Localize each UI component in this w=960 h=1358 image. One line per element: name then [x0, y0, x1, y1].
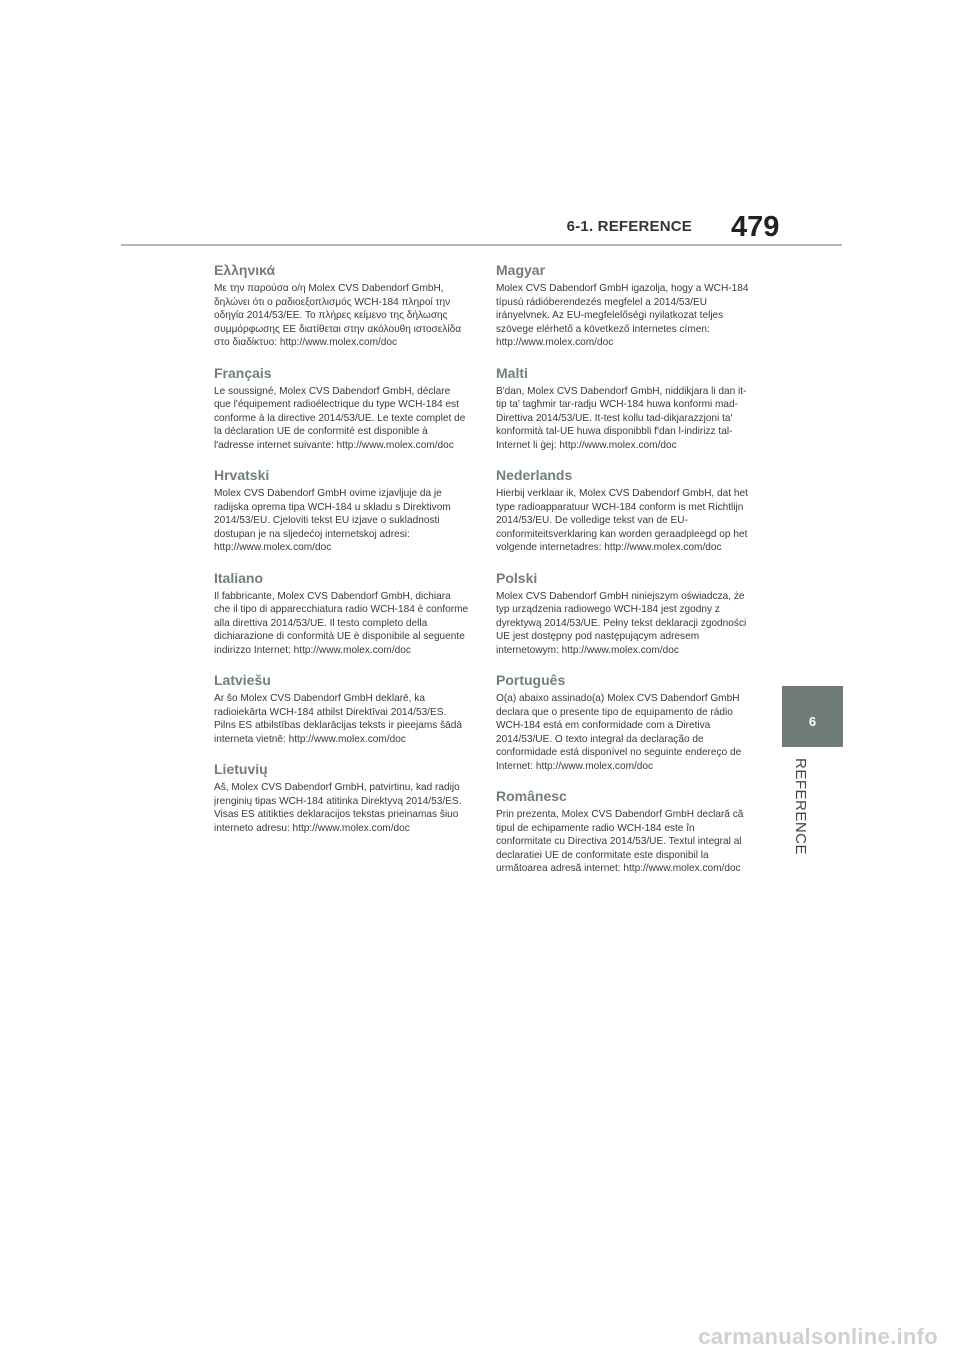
section-text: Il fabbricante, Molex CVS Dabendorf GmbH, dichiara che il tipo di apparecchiatura radio WCH-184 è conforme alla direttiva 2014/53/UE. Il testo completo della dichiarazione di conformità UE è disponibile al seguente indirizzo Internet: http://www.molex.com/doc [214, 590, 469, 656]
section-text: Molex CVS Dabendorf GmbH niniejszym oświadcza, że typ urządzenia radiowego WCH-184 jest zgodny z dyrektywą 2014/53/UE. Pełny tekst deklaracji zgodności UE jest dostępny pod następującym adresem internetowym: http://www.molex.com/doc [496, 590, 747, 656]
left-column [214, 262, 469, 850]
section-greek [214, 262, 469, 350]
section-text: Με την παρούσα ο/η Molex CVS Dabendorf GmbH, δηλώνει ότι ο ραδιοεξοπλισμός WCH-184 πληροί την οδηγία 2014/53/ΕΕ. Το πλήρες κείμενο της δήλωσης συμμόρφωσης ΕΕ διατίθεται στην ακόλουθη ιστοσελίδα στο διαδίκτυο: http://www.molex.com/doc [214, 283, 462, 348]
section-heading: Latviešu [214, 672, 271, 688]
section-heading: Hrvatski [214, 467, 270, 483]
section-heading: Magyar [496, 262, 546, 278]
section-text: O(a) abaixo assinado(a) Molex CVS Dabendorf GmbH declara que o presente tipo de equipamento de rádio WCH-184 está em conformidade com a Diretiva 2014/53/UE. O texto integral da declaração de conformidade está disponível no seguinte endereço de Internet: http://www.molex.com/doc [496, 693, 742, 772]
section-heading: Français [214, 364, 272, 381]
section-heading: Português [496, 672, 566, 688]
page-number: 479 [731, 211, 780, 243]
chapter-number: 6 [808, 714, 817, 729]
header-title: 6-1. REFERENCE [566, 218, 692, 235]
section-text: Molex CVS Dabendorf GmbH igazolja, hogy a WCH-184 típusú rádióberendezés megfelel a 2014/53/EU irányelvnek. Az EU-megfelelőségi nyilatkozat teljes szövege elérhető a következő internetes címen: http://www.molex.com/doc [496, 283, 749, 348]
section-heading: Nederlands [496, 467, 573, 483]
section-text: Prin prezenta, Molex CVS Dabendorf GmbH declară că tipul de echipamente radio WCH-184 este în conformitate cu Directiva 2014/53/UE. Textul integral al declaratiei UE de conformitate este disponibil la următoarea adresă internet: http://www.molex.com/doc [496, 809, 744, 874]
section-dutch [496, 467, 751, 555]
section-heading: Ελληνικά [214, 262, 276, 278]
section-polish [496, 570, 751, 658]
section-croatian [214, 467, 469, 555]
section-heading: Italiano [214, 569, 264, 586]
right-column [496, 262, 751, 891]
section-lithuanian [214, 761, 469, 835]
section-french [214, 365, 469, 453]
section-latvian [214, 672, 469, 746]
section-text: Ar šo Molex CVS Dabendorf GmbH deklarē, ka radioiekārta WCH-184 atbilst Direktīvai 2014/53/ES. Pilns ES atbilstības deklarācijas teksts ir pieejams šādā interneta vietnē: http://www.molex.com/doc [214, 693, 462, 745]
chapter-label: REFERENCE [792, 758, 809, 856]
section-text: Aš, Molex CVS Dabendorf GmbH, patvirtinu, kad radijo įrenginių tipas WCH-184 atitinka Direktyvą 2014/53/ES. Visas ES atitikties deklaracijos tekstas prieinamas šiuo interneto adresu: http://www.molex.com/doc [214, 782, 462, 834]
section-heading: Românesc [496, 788, 567, 804]
section-text: Molex CVS Dabendorf GmbH ovime izjavljuje da je radijska oprema tipa WCH-184 u skladu s Direktivom 2014/53/EU. Cjeloviti tekst EU izjave o sukladnosti dostupan je na sljedećoj internetskoj adresi: http://www.molex.com/doc [214, 488, 451, 553]
section-romanian [496, 788, 751, 876]
section-italian [214, 570, 469, 658]
section-heading: Lietuvių [214, 761, 268, 777]
section-heading: Polski [496, 569, 538, 586]
watermark: carmanualsonline.info [698, 1324, 938, 1349]
section-text: B'dan, Molex CVS Dabendorf GmbH, niddikjara li dan it-tip ta' tagħmir tar-radju WCH-184 huwa konformi mad-Direttiva 2014/53/UE. It-test kollu tad-dikjarazzjoni ta' konformità tal-UE huwa disponibbli f'dan l-indirizz tal-Internet li ġej: http://www.molex.com/doc [496, 385, 747, 451]
section-maltese [496, 365, 751, 453]
section-hungarian [496, 262, 751, 350]
section-heading: Malti [496, 364, 528, 381]
section-text: Le soussigné, Molex CVS Dabendorf GmbH, déclare que l'équipement radioélectrique du type WCH-184 est conforme à la directive 2014/53/UE. Le texte complet de la déclaration UE de conformité est disponible à l'adresse internet suivante: http://www.molex.com/doc [214, 385, 466, 451]
section-text: Hierbij verklaar ik, Molex CVS Dabendorf GmbH, dat het type radioapparatuur WCH-184 conform is met Richtlijn 2014/53/EU. De volledige tekst van de EU-conformiteitsverklaring kan worden geraadpleegd op het volgende internetadres: http://www.molex.com/doc [496, 488, 748, 553]
header-rule [121, 244, 842, 246]
section-portuguese [496, 672, 751, 773]
chapter-tab [782, 686, 843, 747]
